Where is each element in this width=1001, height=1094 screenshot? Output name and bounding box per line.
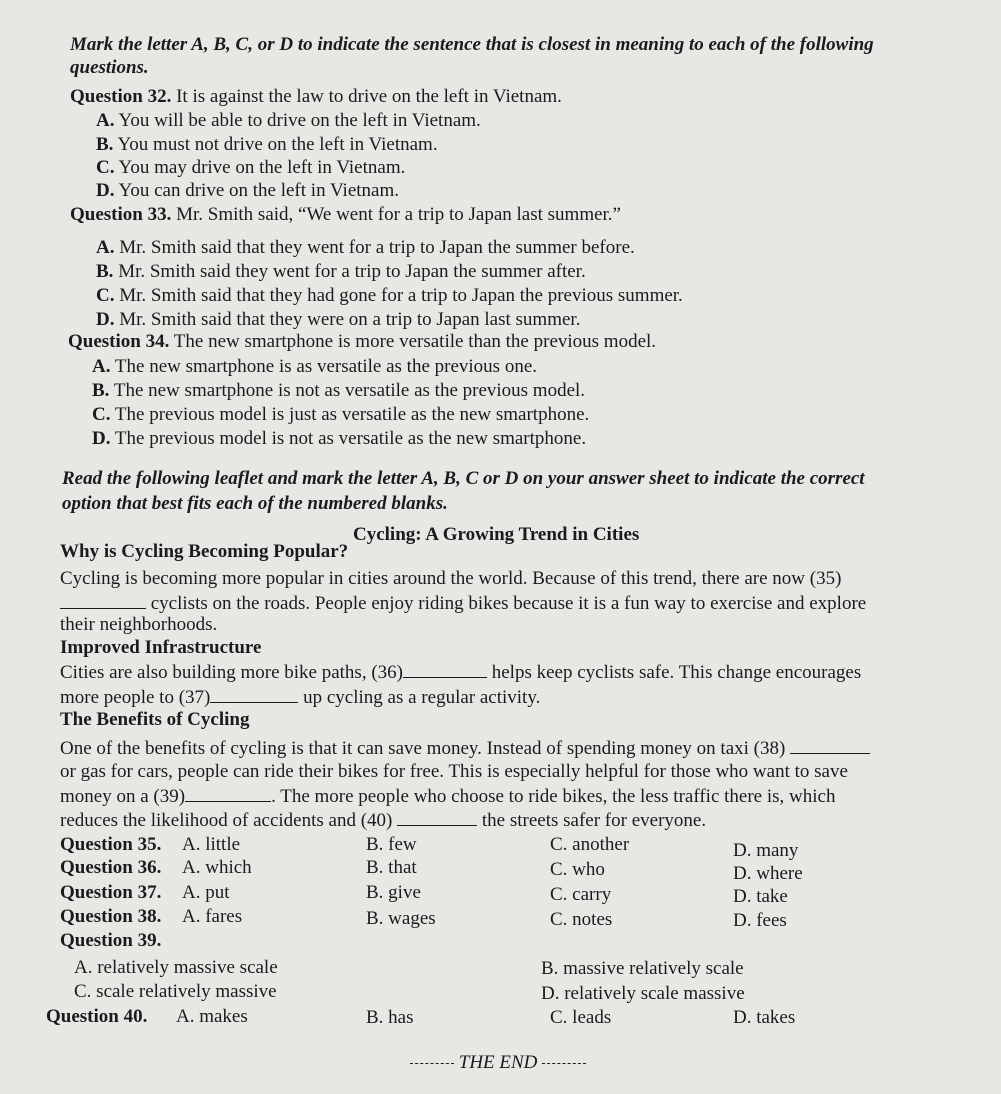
blank-36 [403,661,487,678]
end-dash-right [542,1063,586,1064]
question-35-option-d: D. many [733,840,799,861]
question-38-label: Question 38. [60,906,162,927]
question-34-option-d: D. The previous model is not as versatile as the new smartphone. [92,428,587,449]
question-40-option-a: A. makes [176,1006,248,1027]
blank-37 [210,686,298,703]
question-37-option-c: C. carry [550,884,612,905]
instruction-2-line-1: Read the following leaflet and mark the letter A, B, C or D on your answer sheet to indicate the correct [62,468,865,489]
paragraph-1-line-2: cyclists on the roads. People enjoy riding bikes because it is a fun way to exercise and explore [60,592,866,615]
question-36-option-d: D. where [733,863,803,884]
question-34-option-a: A. The new smartphone is as versatile as the previous one. [92,356,538,377]
question-40-label: Question 40. [46,1006,148,1027]
question-37-option-a: A. put [182,882,230,903]
question-38-option-d: D. fees [733,910,787,931]
blank-40 [397,809,477,826]
question-39-label: Question 39. [60,930,162,951]
question-38-option-b: B. wages [366,908,436,929]
question-32-stem: Question 32. It is against the law to drive on the left in Vietnam. [70,86,562,107]
question-33-option-d: D. Mr. Smith said that they were on a trip to Japan last summer. [96,309,581,330]
instruction-2-line-2: option that best fits each of the numbered blanks. [62,493,448,514]
question-32-option-c: C. You may drive on the left in Vietnam. [96,157,406,178]
question-36-label: Question 36. [60,857,162,878]
instruction-line-2: questions. [70,57,149,78]
heading-benefits: The Benefits of Cycling [60,709,250,730]
paragraph-3-line-2: or gas for cars, people can ride their bikes for free. This is especially helpful for those who want to save [60,761,848,782]
question-38-option-a: A. fares [182,906,243,927]
question-35-option-b: B. few [366,834,417,855]
question-40-option-b: B. has [366,1007,414,1028]
question-36-option-a: A. which [182,857,252,878]
question-35-option-a: A. little [182,834,241,855]
blank-38 [790,737,870,754]
question-40-option-d: D. takes [733,1007,796,1028]
question-33-option-c: C. Mr. Smith said that they had gone for a trip to Japan the previous summer. [96,285,683,306]
question-34-option-c: C. The previous model is just as versatile as the new smartphone. [92,404,590,425]
question-38-option-c: C. notes [550,909,613,930]
question-35-option-c: C. another [550,834,630,855]
blank-35 [60,592,146,609]
question-39-option-b: B. massive relatively scale [541,958,744,979]
question-37-option-d: D. take [733,886,788,907]
paragraph-1-line-3: their neighborhoods. [60,614,218,635]
paragraph-3-line-4: reduces the likelihood of accidents and (40) the streets safer for everyone. [60,810,707,831]
the-end: THE END [410,1052,586,1074]
question-39-option-a: A. relatively massive scale [74,957,278,978]
question-37-option-b: B. give [366,882,421,903]
paragraph-2-line-2: more people to (37) up cycling as a regular activity. [60,687,541,708]
question-33-option-a: A. Mr. Smith said that they went for a trip to Japan the summer before. [96,237,635,258]
question-37-label: Question 37. [60,882,162,903]
question-36-option-b: B. that [366,857,417,878]
end-dash-left [410,1063,454,1064]
question-39-option-c: C. scale relatively massive [74,981,277,1002]
question-39-option-d: D. relatively scale massive [541,983,745,1004]
paragraph-1-line-1: Cycling is becoming more popular in cities around the world. Because of this trend, there are now (35) [60,568,842,589]
leaflet-title: Cycling: A Growing Trend in Cities [353,524,640,545]
question-35-label: Question 35. [60,834,162,855]
question-34-stem: Question 34. The new smartphone is more versatile than the previous model. [68,331,657,352]
heading-why-popular: Why is Cycling Becoming Popular? [60,541,349,562]
paragraph-3-line-1: One of the benefits of cycling is that it can save money. Instead of spending money on taxi (38) [60,737,870,760]
question-32-option-a: A. You will be able to drive on the left in Vietnam. [96,110,481,131]
question-40-option-c: C. leads [550,1007,612,1028]
question-32-option-b: B. You must not drive on the left in Vietnam. [96,134,438,155]
paragraph-2-line-1: Cities are also building more bike paths, (36) helps keep cyclists safe. This change encourages [60,662,862,683]
question-34-option-b: B. The new smartphone is not as versatile as the previous model. [92,380,586,401]
paragraph-3-line-3: money on a (39) . The more people who choose to ride bikes, the less traffic there is, which [60,786,836,807]
question-33-option-b: B. Mr. Smith said they went for a trip to Japan the summer after. [96,261,586,282]
question-32-option-d: D. You can drive on the left in Vietnam. [96,180,400,201]
blank-39 [185,785,271,802]
instruction-line-1: Mark the letter A, B, C, or D to indicate the sentence that is closest in meaning to each of the following [70,34,874,55]
heading-infrastructure: Improved Infrastructure [60,637,262,658]
question-33-stem: Question 33. Mr. Smith said, “We went for a trip to Japan last summer.” [70,204,621,225]
question-36-option-c: C. who [550,859,605,880]
